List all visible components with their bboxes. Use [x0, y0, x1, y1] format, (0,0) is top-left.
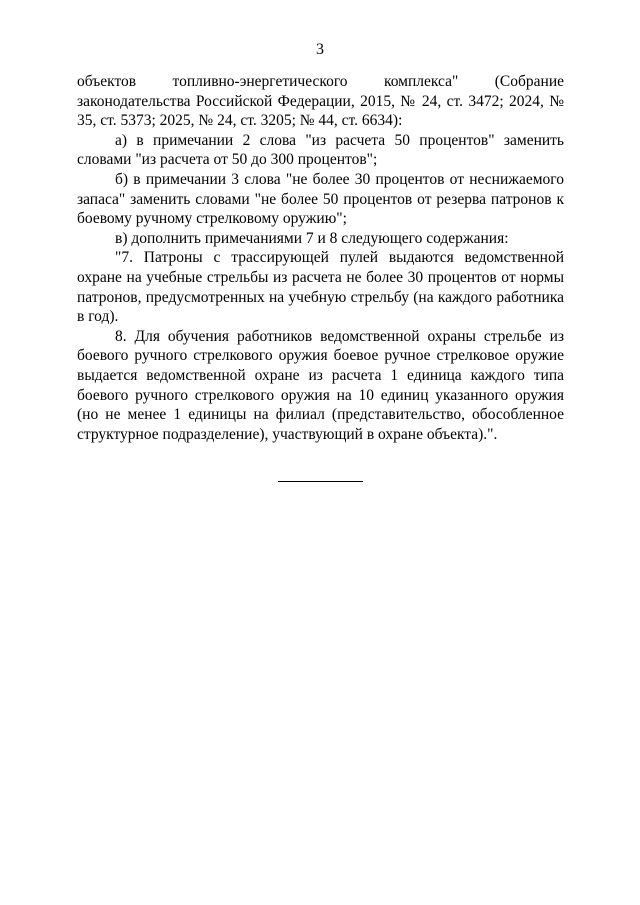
end-of-text-divider	[278, 481, 363, 482]
paragraph-note-7: "7. Патроны с трассирующей пулей выдаются ведомственной охране на учебные стрельбы из расчета не более 30 процентов от нормы патронов, предусмотренных на учебную стрельбу (на каждого работника в год).	[77, 249, 564, 326]
paragraph-item-b: б) в примечании 3 слова "не более 30 процентов от неснижаемого запаса" заменить словами "не более 50 процентов от резерва патронов к боевому ручному стрелковому оружию";	[77, 170, 564, 228]
paragraph-note-8: 8. Для обучения работников ведомственной охраны стрельбе из боевого ручного стрелкового оружия боевое ручное стрелковое оружие выдается ведомственной охране из расчета 1 единица каждого типа боевого ручного стрелкового оружия на 10 единиц указанного оружия (но не менее 1 единицы на филиал (представительство, обособленное структурное подразделение), участвующий в охране объекта).".	[77, 327, 564, 443]
document-body	[77, 72, 564, 444]
paragraph-item-a: а) в примечании 2 слова "из расчета 50 процентов" заменить словами "из расчета от 50 до 300 процентов";	[77, 131, 564, 169]
page-number: 3	[316, 41, 324, 58]
paragraph-intro: объектов топливно-энергетического комплекса" (Собрание законодательства Российской Федерации, 2015, № 24, ст. 3472; 2024, № 35, ст. 5373; 2025, № 24, ст. 3205; № 44, ст. 6634):	[77, 73, 564, 130]
paragraph-item-v: в) дополнить примечаниями 7 и 8 следующего содержания:	[115, 229, 509, 247]
